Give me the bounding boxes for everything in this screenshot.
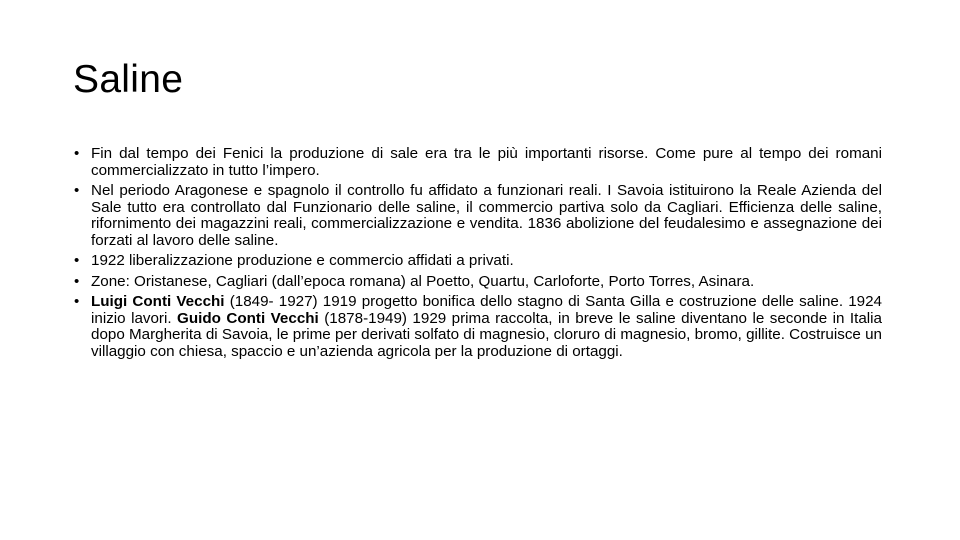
bullet-marker: •: [74, 252, 80, 269]
bullet-text: Fin dal tempo dei Fenici la produzione di sale era tra le più importanti risorse. Come pure al tempo dei romani commercializzato in tutto l’impero.: [91, 145, 882, 179]
bullet-text: (1849- 1927) 1919 progetto bonifica dello stagno di Santa Gilla e costruzione delle saline. 1924 inizio lavori.: [91, 293, 883, 327]
bullet-text: (1878-1949) 1929 prima raccolta, in breve le saline diventano le seconde in Italia dopo Margherita di Savoia, le prime per derivati solfato di magnesio, cloruro di magnesio, bromo, gillite. Costruisce un villaggio con chiesa, spaccio e un’azienda agricola per la produzione di ortaggi.: [91, 309, 882, 360]
bullet-text: Nel periodo Aragonese e spagnolo il controllo fu affidato a funzionari reali. I Savoia istituirono la Reale Azienda del Sale tutto era controllato dal Funzionario delle saline, il commercio partiva solo da Cagliari. Efficienza delle saline, rifornimento dei magazzini reali, commercializzazione e vendita. 1836 abolizione del feudalesimo e assegnazione dei forzati al lavoro delle saline.: [91, 182, 882, 249]
bullet-list: [74, 146, 882, 364]
bullet-item: [74, 294, 882, 360]
person-name-luigi: Luigi Conti Vecchi: [91, 293, 225, 310]
bullet-item: [74, 253, 882, 270]
bullet-marker: •: [74, 182, 80, 199]
slide-title: Saline: [73, 58, 184, 101]
bullet-item: [74, 274, 882, 291]
bullet-marker: •: [74, 272, 80, 290]
bullet-marker: •: [74, 293, 80, 310]
bullet-marker: •: [74, 145, 80, 162]
bullet-item: [74, 183, 882, 249]
bullet-text: Zone: Oristanese, Cagliari (dall’epoca romana) al Poetto, Quartu, Carloforte, Porto Torres, Asinara.: [91, 272, 755, 290]
person-name-guido: Guido Conti Vecchi: [177, 309, 319, 327]
bullet-item: [74, 146, 882, 179]
bullet-text: 1922 liberalizzazione produzione e commercio affidati a privati.: [91, 252, 514, 269]
